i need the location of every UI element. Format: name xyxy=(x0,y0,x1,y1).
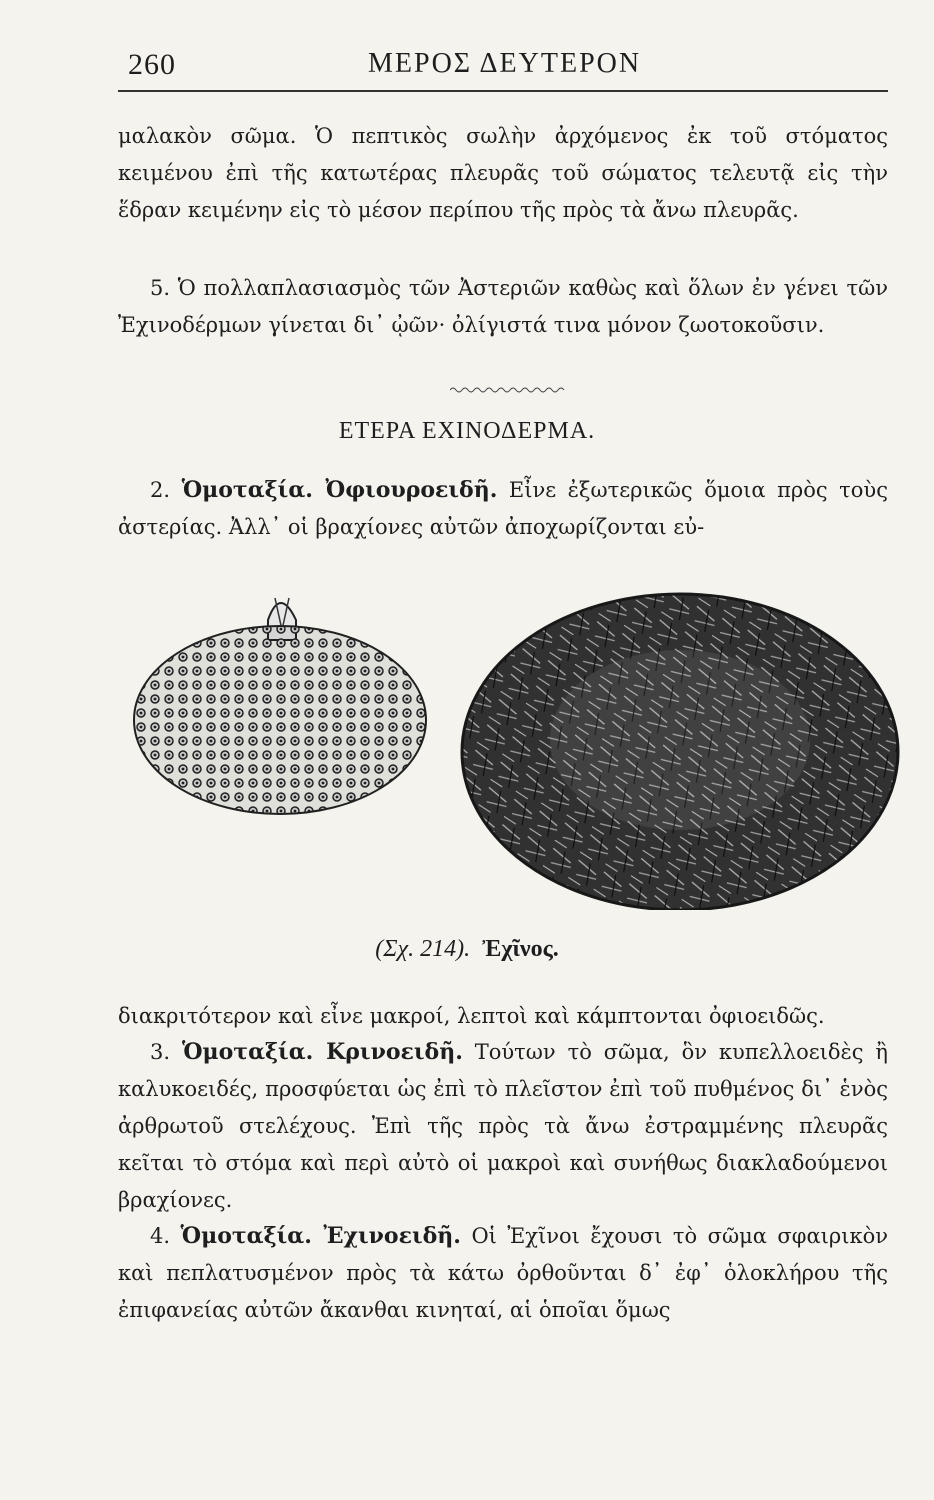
figure-reference: (Σχ. 214). xyxy=(375,936,471,962)
sea-urchin-illustration xyxy=(120,580,900,910)
paragraph-text: Οἱ Ἐχῖνοι ἔχουσι τὸ σῶμα σφαιρικὸν καὶ πεπλατυσμένον πρὸς τὰ κάτω ὀρθοῦνται δ᾽ ἐφ᾽ ὁλοκλήρου τῆς ἐπιφανείας αὐτῶν ἄκανθαι κινηταί, αἱ ὁποῖαι ὅμως xyxy=(118,1224,888,1322)
paragraph-number: 2. xyxy=(150,478,171,502)
paragraph-text: Τούτων τὸ σῶμα, ὃν κυπελλοειδὲς ἢ καλυκοειδές, προσφύεται ὡς ἐπὶ τὸ πλεῖστον ἐπὶ τοῦ πυθμένος δι᾽ ἑνὸς ἀρθρωτοῦ στελέχους. Ἐπὶ τῆς πρὸς τὰ ἄνω ἐστραμμένης πλευρᾶς κεῖται τὸ στόμα καὶ περὶ αὐτὸ οἱ μακροὶ καὶ συνήθως διακλαδούμενοι βραχίονες. xyxy=(118,1040,888,1212)
paragraph-number: 3. xyxy=(150,1040,171,1064)
figure-name: Ἐχῖνος. xyxy=(482,936,559,962)
paragraph-2: 5. Ὁ πολλαπλασιασμὸς τῶν Ἀστεριῶν καθὼς καὶ ὅλων ἐν γένει τῶν Ἐχινοδέρμων γίνεται δι᾽ ᾠῶν· ὀλίγιστά τινα μόνον ζωοτοκοῦσιν. xyxy=(118,276,888,337)
paragraph-4: διακριτότερον καὶ εἶνε μακροί, λεπτοὶ καὶ κάμπτονται ὀφιοειδῶς. xyxy=(118,1004,825,1028)
paragraph-1: μαλακὸν σῶμα. Ὁ πεπτικὸς σωλὴν ἀρχόμενος ἐκ τοῦ στόματος κειμένου ἐπὶ τῆς κατωτέρας πλευρᾶς τοῦ σώματος τελευτᾷ εἰς τὴν ἕδραν κειμένην εἰς τὸ μέσον περίπου τῆς πρὸς τὰ ἄνω πλευρᾶς. xyxy=(118,124,888,222)
paragraph-3 xyxy=(118,472,888,546)
paragraph-number: 4. xyxy=(150,1224,171,1248)
page-number: 260 xyxy=(128,48,176,81)
urchin-with-spines-drawing xyxy=(462,594,898,910)
ornament-divider xyxy=(450,386,565,394)
section-title: ΕΤΕΡΑ ΕΧΙΝΟΔΕΡΜΑ. xyxy=(338,418,596,444)
class-heading: Ὁμοταξία. Ὀφιουροειδῆ. xyxy=(181,477,498,503)
paragraph-text: Εἶνε ἐξωτερικῶς ὅμοια πρὸς τοὺς ἀστερίας. Ἀλλ᾽ οἱ βραχίονες αὐτῶν ἀποχωρίζονται εὐ- xyxy=(118,478,888,539)
figure-caption xyxy=(0,936,934,963)
paragraph-5 xyxy=(118,1034,888,1219)
class-heading: Ὁμοταξία. Ἐχινοειδῆ. xyxy=(180,1223,461,1249)
class-heading: Ὁμοταξία. Κρινοειδῆ. xyxy=(181,1039,463,1065)
running-title: ΜΕΡΟΣ ΔΕΥΤΕΡΟΝ xyxy=(368,48,642,79)
urchin-test-drawing xyxy=(134,598,426,814)
page-header xyxy=(118,40,888,92)
paragraph-6 xyxy=(118,1218,888,1329)
